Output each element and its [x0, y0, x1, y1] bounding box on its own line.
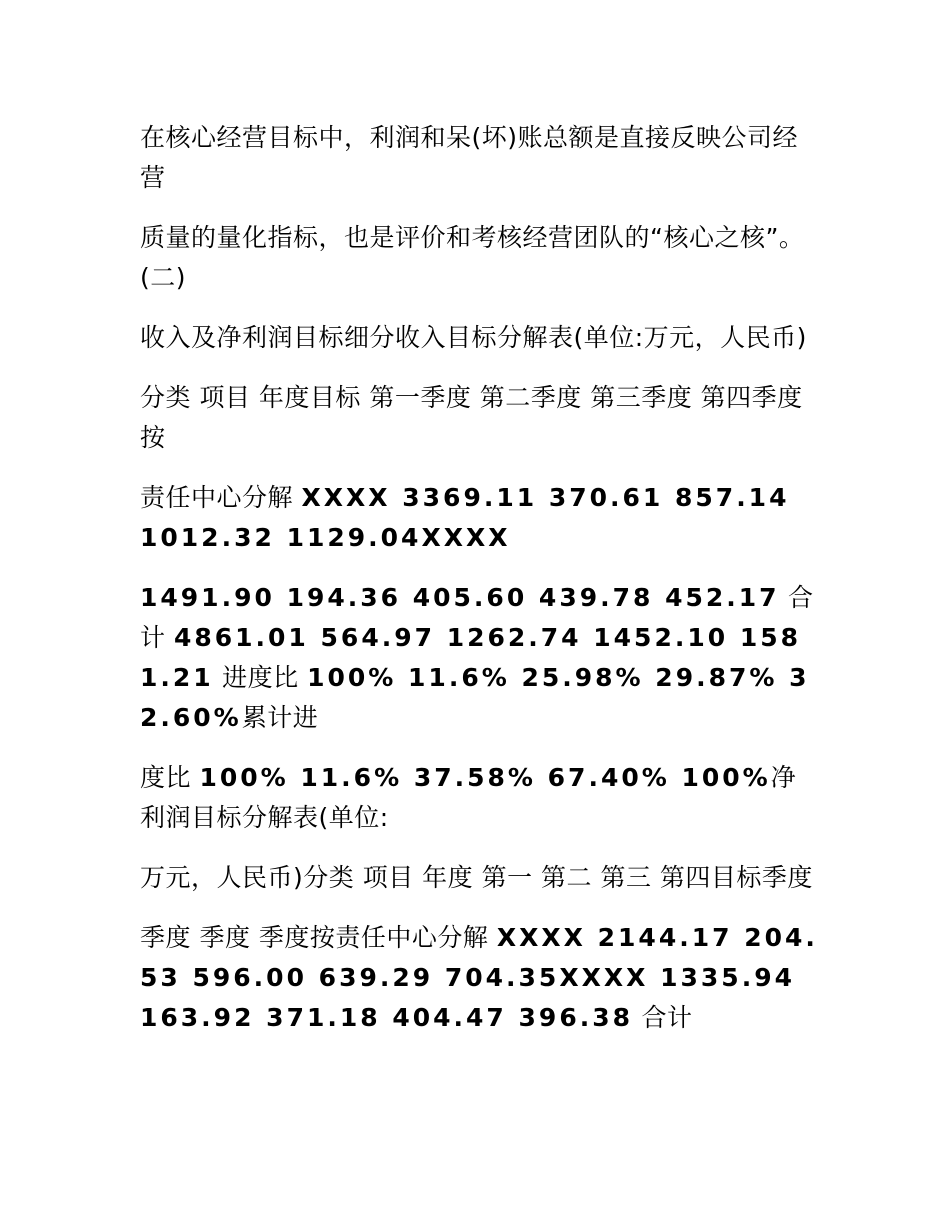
paragraph-2	[140, 218, 820, 298]
paragraph-7	[140, 758, 820, 838]
text-segment: 合计	[140, 583, 814, 652]
numeric-segment: XXXX 3369.11 370.61 857.14 1012.32 1129.04XXXX	[140, 483, 790, 552]
text-segment: 责任中心分解	[140, 483, 302, 512]
text-segment: 万元，人民币)分类 项目 年度 第一 第二 第三 第四目标季度	[140, 863, 813, 892]
numeric-segment: 4861.01 564.97 1262.74 1452.10 1581.21	[140, 623, 802, 692]
text-segment: 质量的量化指标，也是评价和考核经营团队的“核心之核”。(二)	[140, 223, 805, 292]
text-segment: 在核心经营目标中，利润和呆(坏)账总额是直接反映公司经营	[140, 123, 799, 192]
document-body	[140, 118, 820, 1058]
text-segment: 累计进	[241, 703, 319, 732]
paragraph-4	[140, 378, 820, 458]
text-segment: 进度比	[213, 663, 308, 692]
text-segment: 度比	[140, 763, 200, 792]
numeric-segment: 1491.90 194.36 405.60 439.78 452.17	[140, 583, 780, 612]
paragraph-6	[140, 578, 820, 738]
paragraph-9	[140, 918, 820, 1038]
text-segment: 季度 季度 季度按责任中心分解	[140, 923, 497, 952]
numeric-segment: XXXX 2144.17 204.53 596.00 639.29 704.35XXXX 1335.94 163.92 371.18 404.47 396.38	[140, 923, 818, 1032]
text-segment: 合计	[633, 1003, 693, 1032]
text-segment: 分类 项目 年度目标 第一季度 第二季度 第三季度 第四季度按	[140, 383, 803, 452]
text-segment: 收入及净利润目标细分收入目标分解表(单位:万元，人民币)	[140, 323, 807, 352]
paragraph-5	[140, 478, 820, 558]
numeric-segment: 100% 11.6% 25.98% 29.87% 32.60%	[140, 663, 810, 732]
text-segment: 净利润目标分解表(单位:	[140, 763, 797, 832]
numeric-segment: 100% 11.6% 37.58% 67.40% 100%	[199, 763, 771, 792]
paragraph-8	[140, 858, 820, 898]
paragraph-3	[140, 318, 820, 358]
paragraph-1	[140, 118, 820, 198]
